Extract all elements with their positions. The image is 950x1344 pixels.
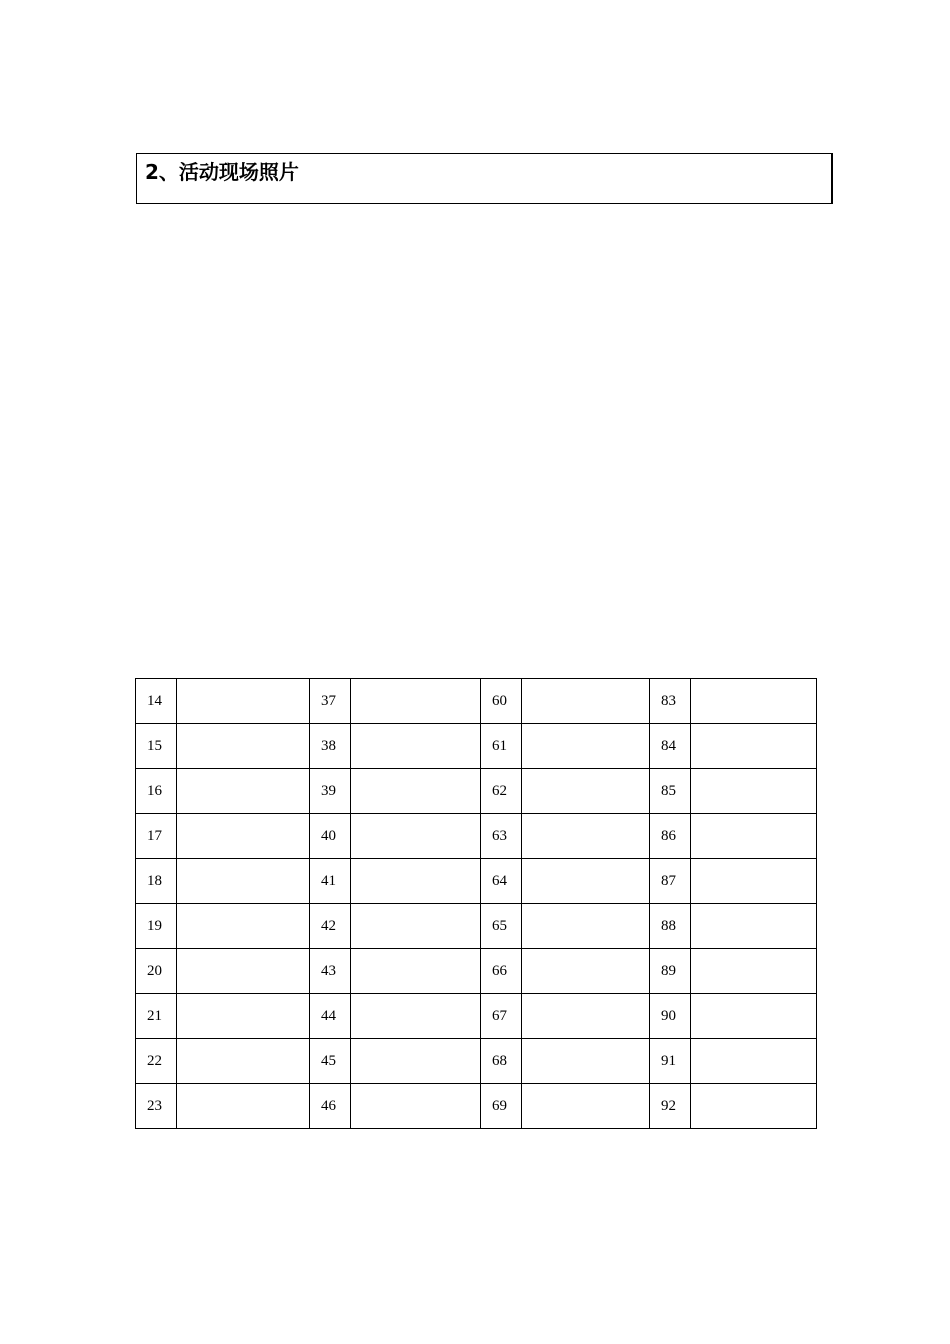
row-number-cell: 84 bbox=[650, 724, 691, 769]
row-number-cell: 88 bbox=[650, 904, 691, 949]
row-number-cell: 19 bbox=[136, 904, 177, 949]
table-row bbox=[136, 859, 817, 904]
entry-cell bbox=[691, 949, 817, 994]
entry-cell bbox=[177, 949, 310, 994]
table-row bbox=[136, 769, 817, 814]
row-number-cell: 61 bbox=[481, 724, 522, 769]
row-number-cell: 62 bbox=[481, 769, 522, 814]
row-number-cell: 42 bbox=[310, 904, 351, 949]
entry-cell bbox=[522, 994, 650, 1039]
row-number-cell: 65 bbox=[481, 904, 522, 949]
row-number-cell: 89 bbox=[650, 949, 691, 994]
row-number-cell: 44 bbox=[310, 994, 351, 1039]
row-number-cell: 90 bbox=[650, 994, 691, 1039]
entry-cell bbox=[522, 859, 650, 904]
row-number-cell: 68 bbox=[481, 1039, 522, 1084]
table-row bbox=[136, 904, 817, 949]
entry-cell bbox=[177, 769, 310, 814]
entry-cell bbox=[522, 814, 650, 859]
entry-cell bbox=[691, 1084, 817, 1129]
entry-cell bbox=[351, 679, 481, 724]
row-number-cell: 46 bbox=[310, 1084, 351, 1129]
row-number-cell: 69 bbox=[481, 1084, 522, 1129]
entry-cell bbox=[691, 904, 817, 949]
row-number-cell: 60 bbox=[481, 679, 522, 724]
table-row bbox=[136, 679, 817, 724]
row-number-cell: 87 bbox=[650, 859, 691, 904]
entry-cell bbox=[351, 994, 481, 1039]
entry-cell bbox=[691, 769, 817, 814]
row-number-cell: 86 bbox=[650, 814, 691, 859]
entry-cell bbox=[351, 949, 481, 994]
row-number-cell: 18 bbox=[136, 859, 177, 904]
row-number-cell: 39 bbox=[310, 769, 351, 814]
entry-cell bbox=[691, 1039, 817, 1084]
row-number-cell: 85 bbox=[650, 769, 691, 814]
entry-cell bbox=[351, 724, 481, 769]
entry-cell bbox=[351, 859, 481, 904]
entry-cell bbox=[177, 814, 310, 859]
entry-cell bbox=[177, 724, 310, 769]
row-number-cell: 64 bbox=[481, 859, 522, 904]
row-number-cell: 40 bbox=[310, 814, 351, 859]
entry-cell bbox=[522, 679, 650, 724]
row-number-cell: 15 bbox=[136, 724, 177, 769]
entry-cell bbox=[691, 859, 817, 904]
table-row bbox=[136, 1084, 817, 1129]
entry-cell bbox=[522, 1084, 650, 1129]
row-number-cell: 43 bbox=[310, 949, 351, 994]
entry-cell bbox=[177, 1039, 310, 1084]
table-row bbox=[136, 994, 817, 1039]
section-heading-box bbox=[136, 153, 833, 204]
table-row bbox=[136, 949, 817, 994]
entry-cell bbox=[351, 1084, 481, 1129]
entry-cell bbox=[351, 814, 481, 859]
section-title: 2、活动现场照片 bbox=[145, 160, 299, 184]
entry-cell bbox=[691, 814, 817, 859]
row-number-cell: 38 bbox=[310, 724, 351, 769]
entry-cell bbox=[177, 994, 310, 1039]
row-number-cell: 14 bbox=[136, 679, 177, 724]
entry-cell bbox=[351, 904, 481, 949]
entry-cell bbox=[177, 904, 310, 949]
row-number-cell: 23 bbox=[136, 1084, 177, 1129]
entry-cell bbox=[691, 724, 817, 769]
entry-cell bbox=[177, 859, 310, 904]
row-number-cell: 83 bbox=[650, 679, 691, 724]
row-number-cell: 16 bbox=[136, 769, 177, 814]
table-row bbox=[136, 1039, 817, 1084]
number-table bbox=[135, 678, 817, 1129]
entry-cell bbox=[691, 994, 817, 1039]
table-row bbox=[136, 724, 817, 769]
row-number-cell: 67 bbox=[481, 994, 522, 1039]
row-number-cell: 92 bbox=[650, 1084, 691, 1129]
entry-cell bbox=[522, 724, 650, 769]
entry-cell bbox=[522, 949, 650, 994]
entry-cell bbox=[522, 1039, 650, 1084]
entry-cell bbox=[691, 679, 817, 724]
row-number-cell: 66 bbox=[481, 949, 522, 994]
entry-cell bbox=[522, 769, 650, 814]
entry-cell bbox=[351, 769, 481, 814]
row-number-cell: 41 bbox=[310, 859, 351, 904]
row-number-cell: 91 bbox=[650, 1039, 691, 1084]
table-row bbox=[136, 814, 817, 859]
entry-cell bbox=[522, 904, 650, 949]
row-number-cell: 63 bbox=[481, 814, 522, 859]
entry-cell bbox=[177, 1084, 310, 1129]
row-number-cell: 21 bbox=[136, 994, 177, 1039]
row-number-cell: 20 bbox=[136, 949, 177, 994]
row-number-cell: 45 bbox=[310, 1039, 351, 1084]
row-number-cell: 17 bbox=[136, 814, 177, 859]
row-number-cell: 22 bbox=[136, 1039, 177, 1084]
entry-cell bbox=[177, 679, 310, 724]
entry-cell bbox=[351, 1039, 481, 1084]
table-body bbox=[136, 679, 817, 1129]
row-number-cell: 37 bbox=[310, 679, 351, 724]
